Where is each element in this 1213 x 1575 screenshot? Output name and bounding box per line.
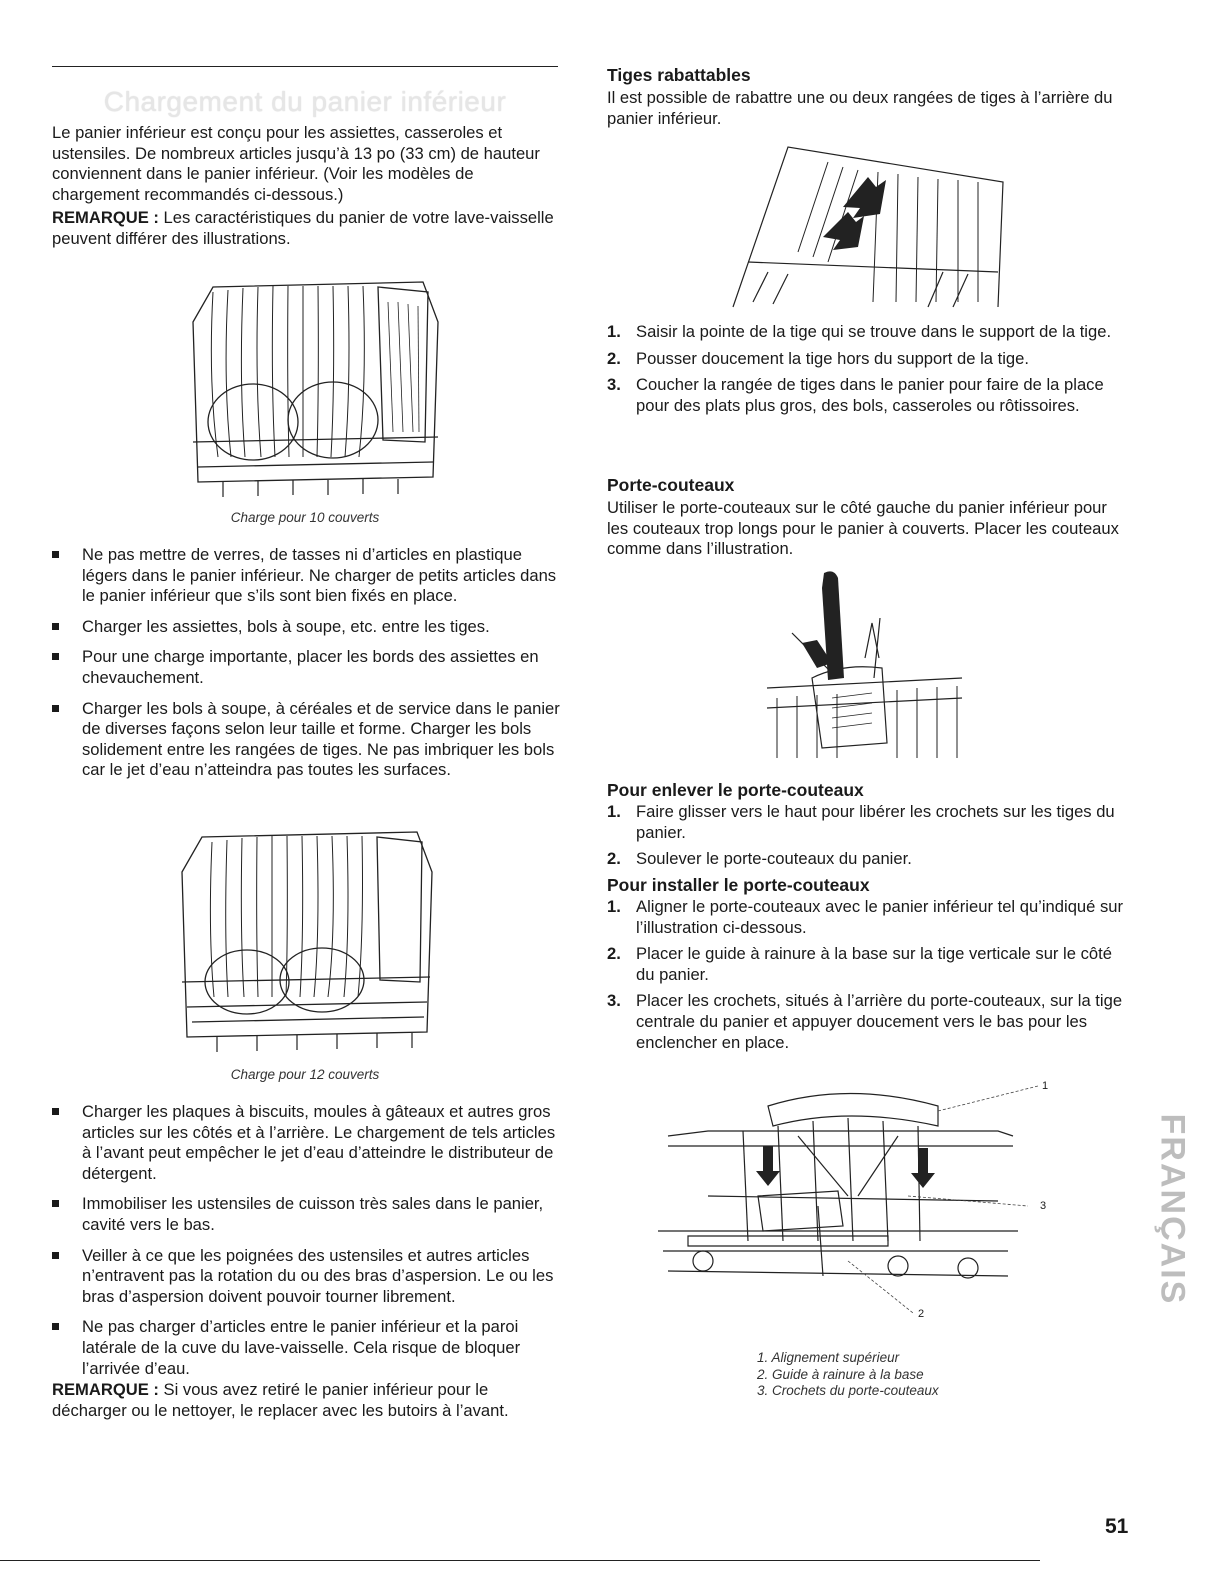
list-item bbox=[607, 944, 1129, 985]
step-number: 2. bbox=[607, 849, 621, 869]
bullet-square-icon bbox=[52, 1323, 59, 1330]
heading-porte-couteaux: Porte-couteaux bbox=[607, 475, 735, 495]
title-rule bbox=[52, 66, 558, 67]
legend-item: 1. Alignement supérieur bbox=[757, 1350, 900, 1365]
callout-1: 1 bbox=[1042, 1080, 1049, 1092]
list-item-text: Charger les bols à soupe, à céréales et de service dans le panier de diverses façons selon leur taille et forme. Charger les bols solidement entre les rangées de tiges. Ne pas imbriquer les bols car le jet d’eau n’atteindra pas toutes les surfaces. bbox=[82, 698, 560, 780]
step-text: Saisir la pointe de la tige qui se trouve dans le support de la tige. bbox=[636, 322, 1112, 341]
step-text: Pousser doucement la tige hors du support de la tige. bbox=[636, 348, 1029, 368]
heading-installer: Pour installer le porte-couteaux bbox=[607, 875, 870, 895]
list-item bbox=[607, 375, 1129, 416]
list-item-text: Charger les plaques à biscuits, moules à gâteaux et autres gros articles sur les côtés et à l’arrière. Le chargement de tels articles à l’avant peut empêcher le jet d’eau d’atteindre le distributeur de détergent. bbox=[82, 1102, 556, 1183]
step-text: Faire glisser vers le haut pour libérer les crochets sur les tiges du panier. bbox=[636, 802, 1115, 842]
step-text: Aligner le porte-couteaux avec le panier inférieur tel qu’indiqué sur l’illustration ci-dessous. bbox=[636, 897, 1124, 937]
list-item-text: Charger les assiettes, bols à soupe, etc. entre les tiges. bbox=[82, 616, 490, 636]
knife-holder-installation-diagram bbox=[648, 1076, 1058, 1326]
list-item bbox=[52, 699, 564, 781]
language-tab bbox=[1152, 1080, 1192, 1340]
list-item bbox=[607, 849, 1129, 870]
bullet-square-icon bbox=[52, 1108, 59, 1115]
note-2-label: REMARQUE : bbox=[52, 1380, 159, 1399]
bottom-rule bbox=[0, 1560, 1040, 1561]
list-item bbox=[52, 1246, 564, 1308]
installer-steps bbox=[607, 897, 1129, 1059]
knife-holder-illustration bbox=[762, 568, 967, 763]
page-title: Chargement du panier inférieur bbox=[103, 86, 507, 117]
step-number: 1. bbox=[607, 897, 621, 916]
bullet-list-1 bbox=[52, 545, 564, 791]
bullet-square-icon bbox=[52, 1200, 59, 1207]
diagram-legend bbox=[757, 1350, 1057, 1400]
list-item bbox=[52, 545, 564, 607]
bullet-square-icon bbox=[52, 623, 59, 630]
step-text: Coucher la rangée de tiges dans le panier pour faire de la place pour des plats plus gros, des bols, casseroles ou rôtissoires. bbox=[636, 375, 1104, 415]
list-item bbox=[607, 802, 1129, 843]
list-item bbox=[607, 991, 1129, 1053]
folding-tines-illustration bbox=[728, 142, 1008, 312]
bullet-square-icon bbox=[52, 551, 59, 558]
note-1-label: REMARQUE : bbox=[52, 208, 159, 227]
rack-illustration-12-settings bbox=[172, 812, 440, 1060]
heading-tiges-rabattables: Tiges rabattables bbox=[607, 65, 751, 85]
list-item bbox=[607, 349, 1129, 370]
legend-item: 2. Guide à rainure à la base bbox=[757, 1366, 924, 1382]
note-1-text: Les caractéristiques du panier de votre lave-vaisselle peuvent différer des illustrations. bbox=[52, 208, 554, 248]
caption-10-settings: Charge pour 10 couverts bbox=[230, 510, 380, 525]
list-item bbox=[52, 617, 564, 638]
note-2-text: Si vous avez retiré le panier inférieur pour le décharger ou le nettoyer, le replacer avec les butoirs à l’avant. bbox=[52, 1380, 509, 1420]
bullet-square-icon bbox=[52, 705, 59, 712]
list-item-text: Veiller à ce que les poignées des ustensiles et autres articles n’entravent pas la rotation du ou des bras d’aspersion. Le ou les bras d’aspersion doivent pouvoir tourner librement. bbox=[82, 1245, 554, 1306]
callout-2: 2 bbox=[918, 1308, 925, 1320]
list-item bbox=[52, 1317, 564, 1379]
list-item-text: Ne pas mettre de verres, de tasses ni d’articles en plastique légers dans le panier inférieur. Ne charger de petits articles dans le panier inférieur que s’ils sont bien fixés en place. bbox=[82, 545, 557, 606]
enlever-steps bbox=[607, 802, 1129, 876]
porte-intro: Utiliser le porte-couteaux sur le côté gauche du panier inférieur pour les couteaux trop longs pour le panier à couverts. Placer les couteaux comme dans l’illustration. bbox=[607, 498, 1119, 559]
step-number: 3. bbox=[607, 991, 621, 1011]
list-item-text: Ne pas charger d’articles entre le panier inférieur et la paroi latérale de la cuve du lave-vaisselle. Cela risque de bloquer l’arrivée d’eau. bbox=[82, 1317, 521, 1378]
list-item bbox=[607, 322, 1129, 343]
step-number: 1. bbox=[607, 802, 621, 821]
language-tab-text: FRANÇAIS bbox=[1153, 1113, 1192, 1306]
step-text: Placer le guide à rainure à la base sur la tige verticale sur le côté du panier. bbox=[636, 944, 1112, 984]
step-text: Placer les crochets, situés à l’arrière du porte-couteaux, sur la tige centrale du panier et appuyer doucement vers le bas pour les enclencher en place. bbox=[636, 991, 1123, 1052]
step-number: 1. bbox=[607, 322, 621, 341]
list-item bbox=[607, 897, 1129, 938]
list-item bbox=[52, 647, 564, 688]
step-number: 2. bbox=[607, 348, 621, 368]
bullet-list-2 bbox=[52, 1102, 564, 1389]
list-item bbox=[52, 1102, 564, 1184]
list-item-text: Immobiliser les ustensiles de cuisson très sales dans le panier, cavité vers le bas. bbox=[82, 1194, 544, 1234]
rack-illustration-10-settings bbox=[183, 262, 445, 510]
legend-item: 3. Crochets du porte-couteaux bbox=[757, 1383, 939, 1398]
list-item bbox=[52, 1194, 564, 1235]
bullet-square-icon bbox=[52, 1252, 59, 1259]
intro-paragraph: Le panier inférieur est conçu pour les assiettes, casseroles et ustensiles. De nombreux articles jusqu’à 13 po (33 cm) de hauteur conviennent dans le panier inférieur. (Voir les modèles de chargement recommandés ci-dessous.) bbox=[52, 123, 540, 204]
note-2 bbox=[52, 1380, 564, 1421]
note-1 bbox=[52, 208, 564, 249]
callout-3: 3 bbox=[1040, 1200, 1047, 1212]
bullet-square-icon bbox=[52, 653, 59, 660]
caption-12-settings: Charge pour 12 couverts bbox=[230, 1067, 380, 1082]
heading-enlever: Pour enlever le porte-couteaux bbox=[607, 780, 864, 800]
step-number: 2. bbox=[607, 944, 621, 964]
step-number: 3. bbox=[607, 375, 621, 395]
list-item-text: Pour une charge importante, placer les bords des assiettes en chevauchement. bbox=[82, 647, 539, 687]
page-number: 51 bbox=[1105, 1515, 1129, 1538]
tiges-steps bbox=[607, 322, 1129, 422]
step-text: Soulever le porte-couteaux du panier. bbox=[636, 849, 912, 869]
tiges-intro: Il est possible de rabattre une ou deux rangées de tiges à l’arrière du panier inférieur. bbox=[607, 88, 1113, 128]
